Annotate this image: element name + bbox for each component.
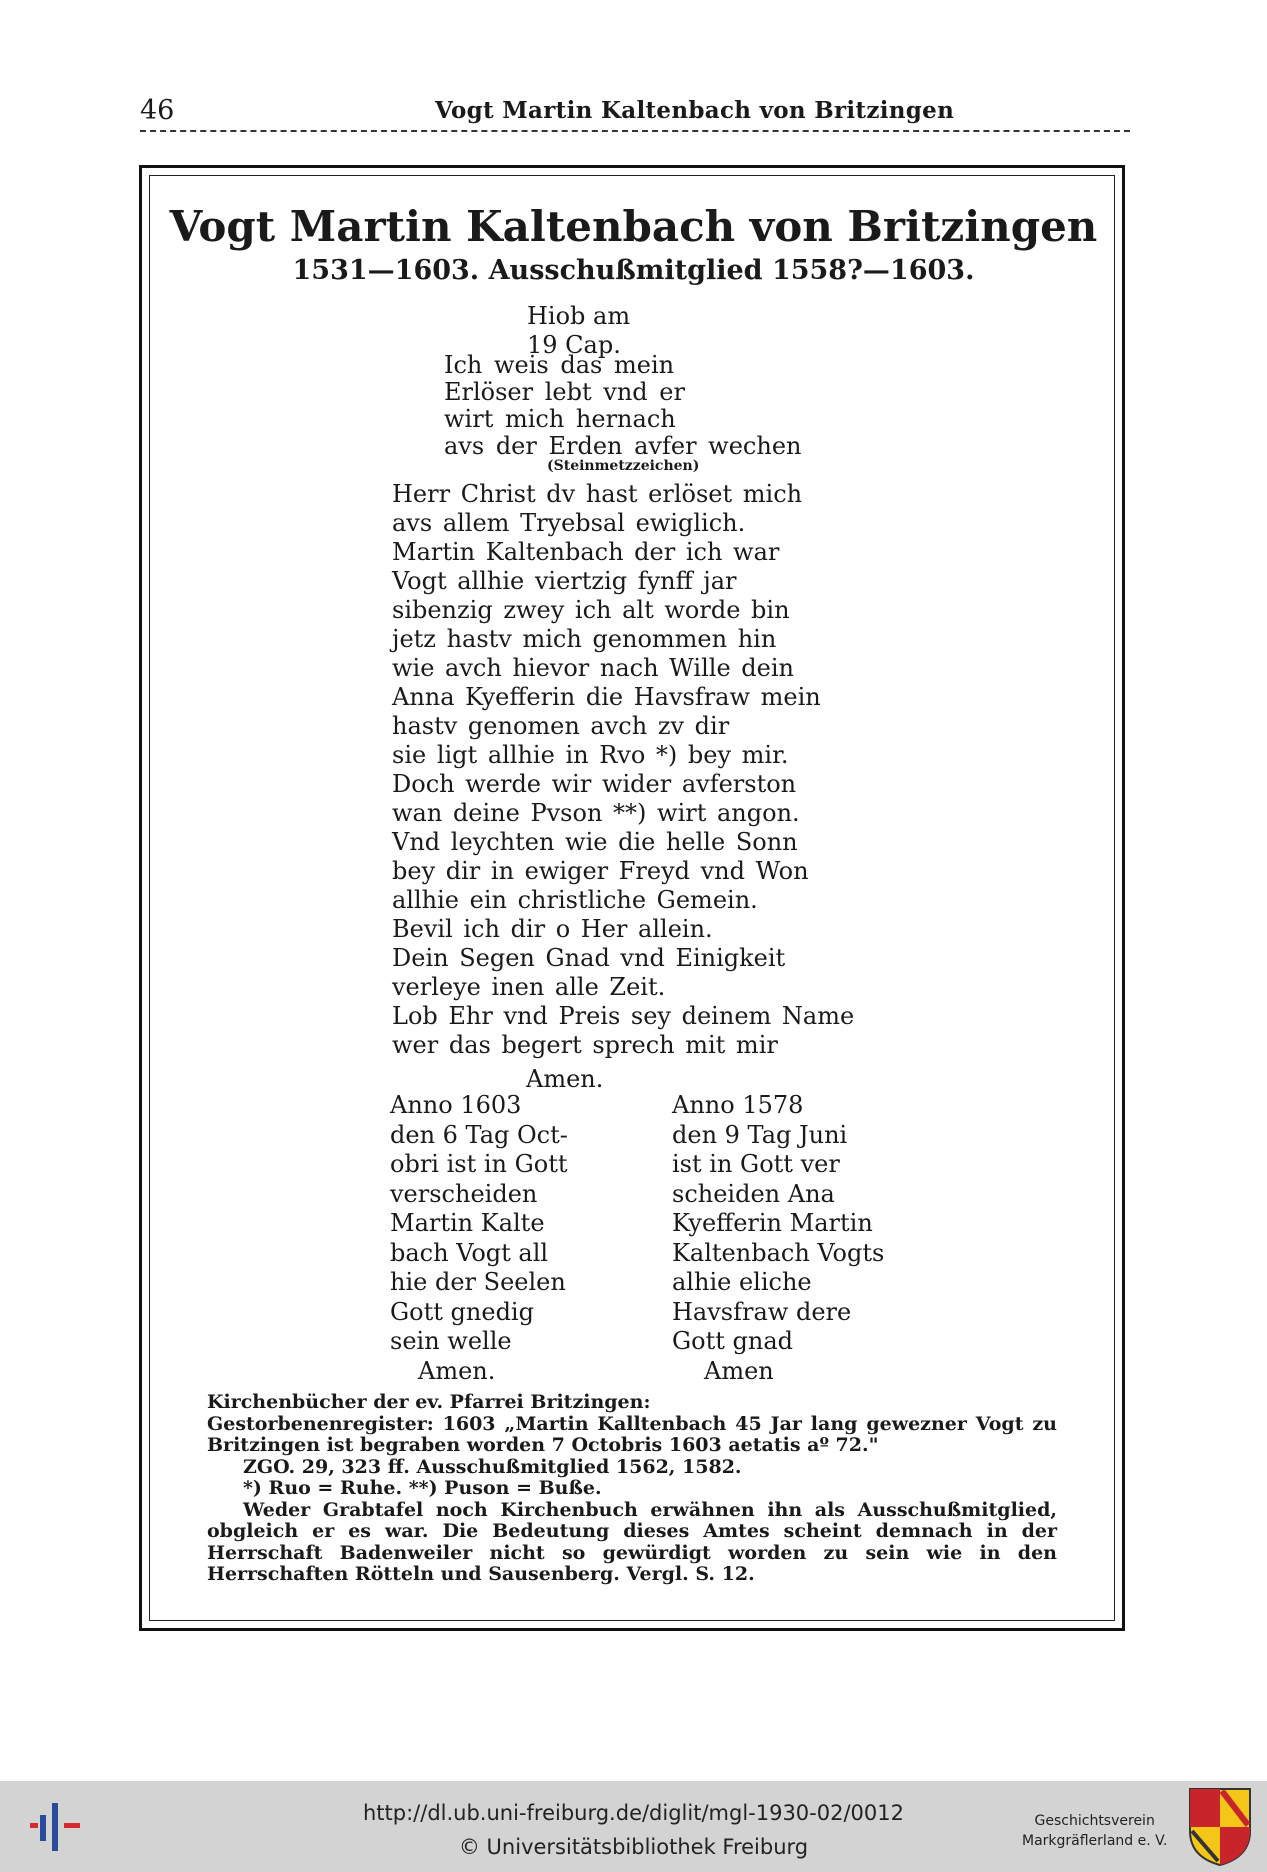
footer-bar [0, 1781, 1267, 1872]
record-line: hie der Seelen [390, 1268, 566, 1296]
record-line: Gott gnad [672, 1327, 794, 1355]
record-line: Gott gnedig [390, 1297, 534, 1326]
verse-line: avs der Erden avfer wechen [444, 432, 802, 460]
poem-line: Doch werde wir wider avferston [392, 770, 797, 798]
poem-line: Anna Kyefferin die Havsfraw mein [392, 683, 821, 711]
poem-line: allhie ein christliche Gemein. [392, 886, 758, 914]
poem-line: wan deine Pvson **) wirt angon. [392, 799, 800, 827]
copyright-notice: © Universitätsbibliothek Freiburg [458, 1835, 809, 1859]
society-name [1022, 1811, 1167, 1851]
header-rule [140, 130, 1130, 132]
society-line: Geschichtsverein [1034, 1813, 1155, 1829]
note-line: *) Ruo = Ruhe. **) Puson = Buße. [243, 1477, 602, 1499]
verse-line: Erlöser lebt vnd er [444, 378, 685, 406]
poem-line: verleye inen alle Zeit. [392, 973, 666, 1001]
death-record-wife [672, 1091, 884, 1386]
footnotes [207, 1392, 1057, 1586]
verse-line: wirt mich hernach [444, 405, 676, 433]
poem-line: Lob Ehr vnd Preis sey deinem Name [392, 1002, 855, 1030]
poem-line: hastv genomen avch zv dir [392, 712, 730, 740]
poem-line: Vnd leychten wie die helle Sonn [392, 828, 798, 856]
poem-line: sie ligt allhie in Rvo *) bey mir. [392, 741, 789, 769]
inscription-title: Vogt Martin Kaltenbach von Britzingen [169, 202, 1098, 251]
record-line: Havsfraw dere [672, 1297, 852, 1326]
record-line: Kaltenbach Vogts [672, 1238, 885, 1267]
record-line: scheiden Ana [672, 1179, 835, 1208]
poem-line: Martin Kaltenbach der ich war [392, 538, 780, 566]
record-line: verscheiden [390, 1179, 538, 1208]
inscription-subtitle: 1531—1603. Ausschußmitglied 1558?—1603. [292, 255, 975, 286]
amen-line: Amen. [526, 1065, 604, 1093]
record-line: Kyefferin Martin [672, 1209, 873, 1237]
running-head: Vogt Martin Kaltenbach von Britzingen [435, 97, 955, 124]
poem-line: wer das begert sprech mit mir [392, 1031, 778, 1059]
note-line: Kirchenbücher der ev. Pfarrei Britzingen: [207, 1391, 651, 1413]
poem-line: wie avch hievor nach Wille dein [392, 654, 794, 682]
poem-line: avs allem Tryebsal ewiglich. [392, 509, 746, 537]
note-line: Gestorbenenregister: 1603 „Martin Kalltenbach 45 Jar lang gewezner Vogt zu Britzingen ist begraben worden 7 Octobris 1603 aetatis aº 72." [207, 1412, 1057, 1456]
note-line: Weder Grabtafel noch Kirchenbuch erwähnen ihn als Ausschußmitglied, obgleich er es war. Die Bedeutung dieses Amtes scheint demnach in der Herrschaft Badenweiler nicht so gewürdigt worden zu sein wie in den Herrschaften Rötteln und Sausenberg. Vergl. S. 12. [207, 1498, 1057, 1585]
record-line: sein welle [390, 1327, 512, 1355]
record-line: den 6 Tag Oct- [390, 1120, 568, 1149]
record-line: Martin Kalte [390, 1209, 545, 1237]
record-line: Amen. [418, 1356, 496, 1385]
record-line: ist in Gott ver [672, 1150, 840, 1178]
verse-line: Ich weis das mein [444, 351, 675, 379]
poem-line: Herr Christ dv hast erlöset mich [392, 480, 803, 508]
record-line: alhie eliche [672, 1268, 812, 1296]
poem-line: Vogt allhie viertzig fynff jar [392, 567, 737, 595]
record-line: Anno 1578 [672, 1091, 804, 1119]
poem-line: sibenzig zwey ich alt worde bin [392, 596, 790, 624]
poem-line: jetz hastv mich genommen hin [392, 625, 777, 653]
verse-line: 19 Cap. [527, 331, 621, 359]
markgraeflerland-crest-icon[interactable] [1188, 1787, 1252, 1867]
poem [392, 480, 854, 1060]
record-line: Amen [704, 1356, 774, 1385]
record-line: Anno 1603 [390, 1091, 522, 1119]
permalink-url[interactable]: http://dl.ub.uni-freiburg.de/diglit/mgl-1930-02/0012 [362, 1801, 904, 1825]
death-record-husband [390, 1091, 568, 1386]
poem-line: Dein Segen Gnad vnd Einigkeit [392, 944, 786, 972]
stone-mark-label: (Steinmetzzeichen) [547, 458, 700, 474]
society-line: Markgräflerland e. V. [1022, 1833, 1168, 1849]
verse-line: Hiob am [527, 302, 631, 330]
note-line: ZGO. 29, 323 ff. Ausschußmitglied 1562, 1582. [243, 1455, 742, 1478]
record-line: obri ist in Gott [390, 1150, 568, 1178]
poem-line: Bevil ich dir o Her allein. [392, 915, 713, 943]
poem-line: bey dir in ewiger Freyd vnd Won [392, 857, 809, 885]
intro-verse [444, 352, 801, 460]
record-line: bach Vogt all [390, 1238, 549, 1267]
page-number: 46 [140, 95, 175, 126]
record-line: den 9 Tag Juni [672, 1120, 848, 1149]
